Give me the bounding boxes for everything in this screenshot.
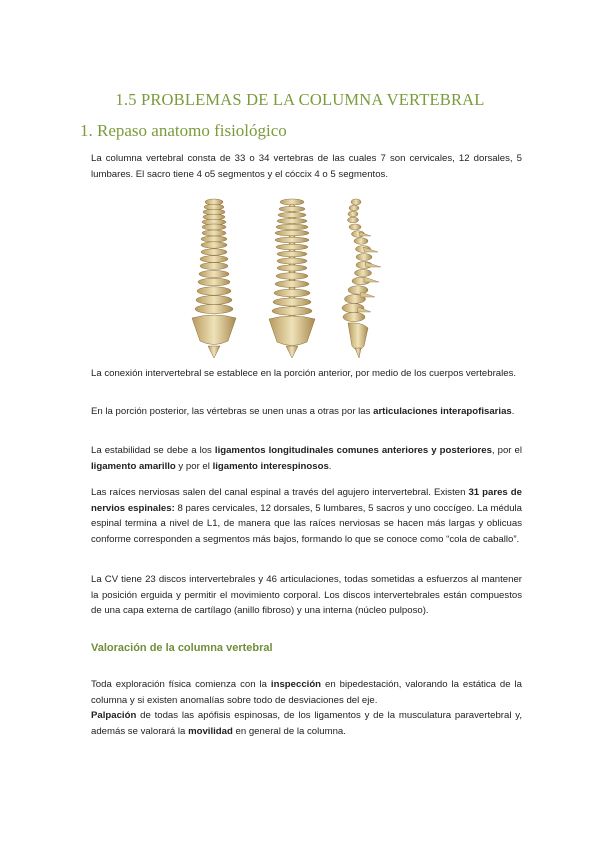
text-span: Toda exploración física comienza con la — [91, 679, 271, 690]
bold-term: articulaciones interapofisarias — [373, 406, 512, 417]
section-heading-assessment: Valoración de la columna vertebral — [91, 642, 273, 654]
spine-illustration-icon — [178, 196, 418, 361]
text-span: . — [511, 406, 515, 417]
bold-term: 31 pares de nervios espinales: — [91, 487, 522, 514]
bold-term: ligamento interespinosos — [212, 460, 329, 472]
bold-term: Palpación — [91, 710, 137, 721]
text-span: . — [328, 460, 332, 472]
text-span: , por el — [491, 445, 522, 456]
paragraph-discs: La CV tiene 23 discos intervertebrales y 46 articulaciones, todas sometidas a esfuerzos al mantener la posición erguida y permitir el movimiento corporal. Los discos intervertebrales están compuestos de una capa externa de cartílago (anillo fibroso) y una interna (núcleo pulposo). — [91, 574, 522, 616]
paragraph-nerve-roots — [91, 485, 522, 547]
paragraph-posterior-portion — [91, 404, 522, 420]
text-span: en bipedestación, valorando la estática de la columna y si existen anomalías sobre todo de desviaciones del eje. — [91, 679, 522, 706]
text-span: y por el — [175, 460, 213, 472]
paragraph-palpation — [91, 708, 522, 739]
text-span: En la porción posterior, las vértebras se unen unas a otras por las — [91, 406, 374, 417]
bold-term: ligamentos longitudinales comunes anteriores y posteriores — [214, 445, 492, 456]
bold-term: inspección — [270, 679, 322, 690]
text-span: en general de la columna. — [232, 725, 346, 737]
text-span: 8 pares cervicales, 12 dorsales, 5 lumbares, 5 sacros y uno coccígeo. La médula espinal termina a nivel de L1, de manera que las raíces nerviosas se hacen más largas y oblicuas conforme corresponden a segmentos más bajos, formando lo que se conoce como “cola de caballo”. — [91, 502, 522, 545]
paragraph-stability — [91, 443, 522, 474]
paragraph-intervertebral-connection: La conexión intervertebral se establece en la porción anterior, por medio de los cuerpos vertebrales. — [91, 368, 517, 379]
bold-term: ligamento amarillo — [91, 460, 176, 472]
page-title: 1.5 PROBLEMAS DE LA COLUMNA VERTEBRAL — [115, 90, 485, 109]
bold-term: movilidad — [188, 725, 233, 737]
text-span: La estabilidad se debe a los — [91, 445, 215, 456]
section-heading-anatomy: 1. Repaso anatomo fisiológico — [80, 121, 287, 140]
intro-paragraph: La columna vertebral consta de 33 o 34 vertebras de las cuales 7 son cervicales, 12 dorsales, 5 lumbares. El sacro tiene 4 o5 segmentos y el cóccix 4 o 5 segmentos. — [91, 153, 522, 180]
text-span: Las raíces nerviosas salen del canal espinal a través del agujero intervertebral. Existen — [91, 487, 469, 498]
text-span: de todas las apófisis espinosas, de los ligamentos y de la musculatura paravertebral y, además se valorará la — [91, 710, 522, 737]
paragraph-inspection — [91, 677, 522, 708]
